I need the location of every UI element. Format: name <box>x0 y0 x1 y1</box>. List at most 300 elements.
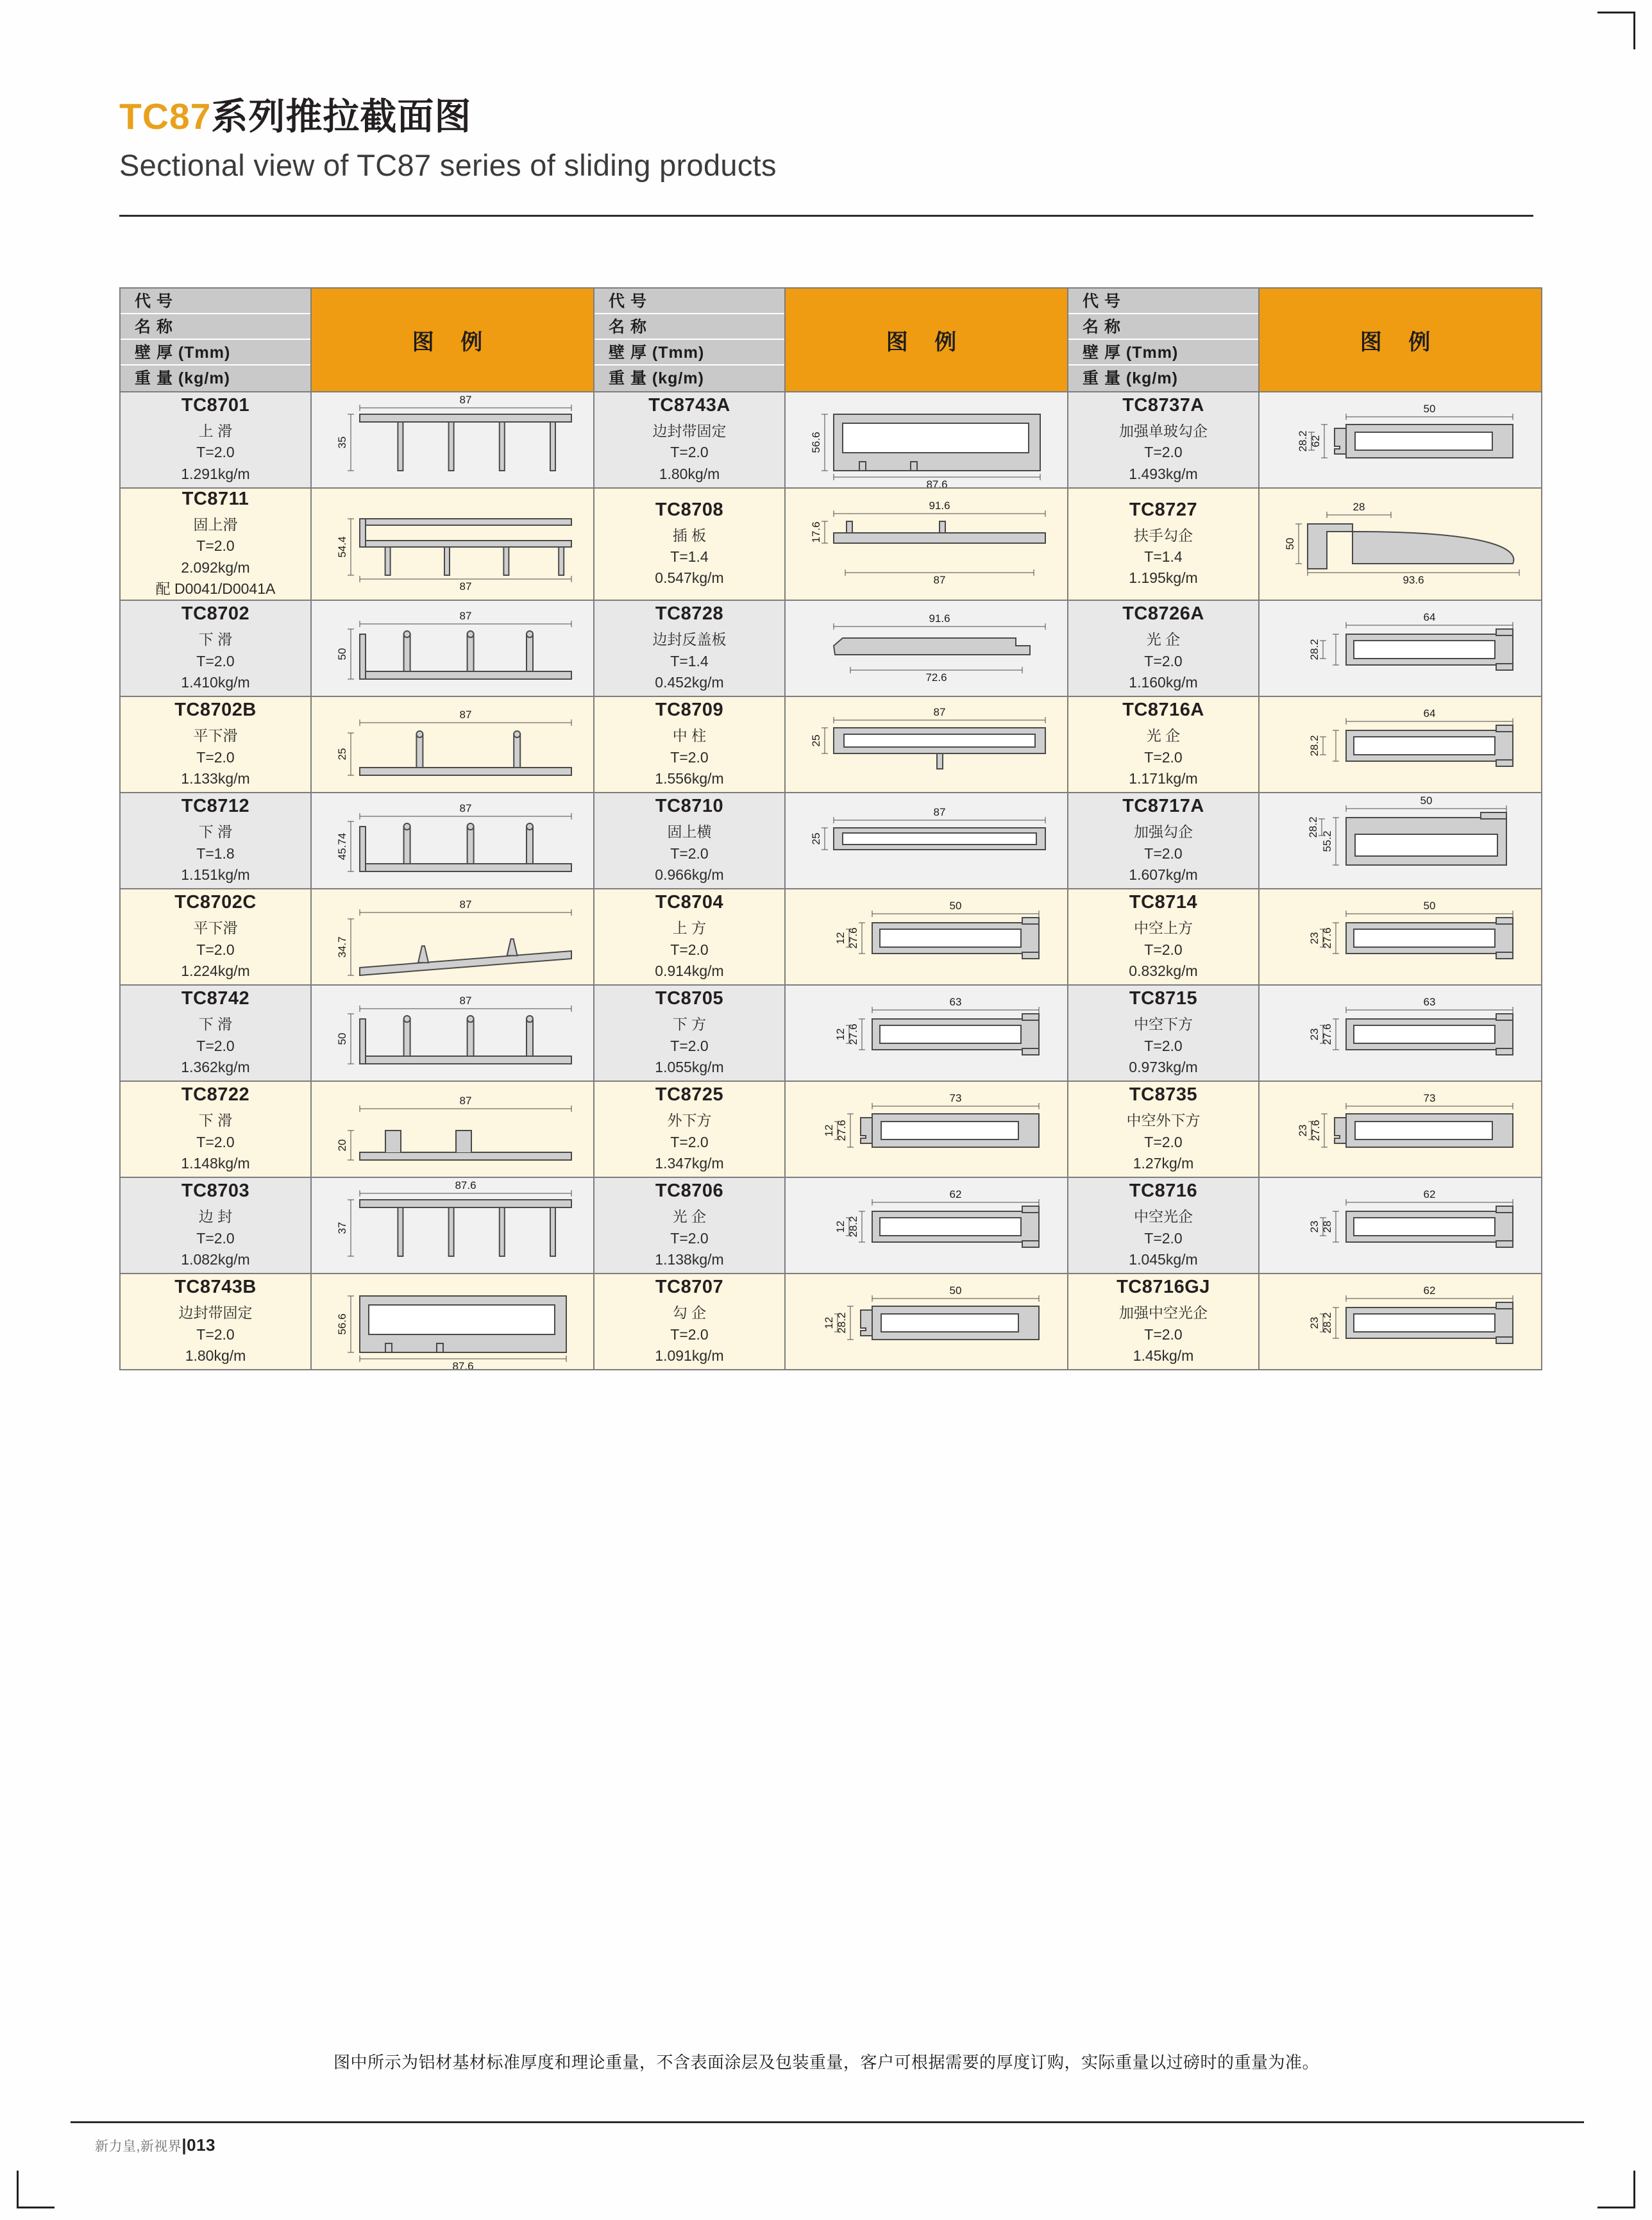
profile-weight: 0.452kg/m <box>655 674 724 691</box>
profile-weight: 0.973kg/m <box>1129 1059 1198 1076</box>
svg-text:91.6: 91.6 <box>928 499 950 512</box>
svg-text:63: 63 <box>949 996 961 1009</box>
profile-weight: 1.607kg/m <box>1129 866 1198 884</box>
table-row <box>120 889 1542 985</box>
profile-info-TC8702B <box>120 696 311 793</box>
svg-text:45.74: 45.74 <box>335 833 348 861</box>
svg-text:62: 62 <box>949 1188 961 1201</box>
profile-weight: 0.966kg/m <box>655 866 724 884</box>
profile-code: TC8728 <box>655 603 724 625</box>
profile-info-TC8706 <box>594 1177 785 1274</box>
profile-code: TC8725 <box>655 1084 724 1106</box>
profile-drawing-TC8711 <box>311 488 594 600</box>
profile-thickness: T=2.0 <box>1144 845 1183 862</box>
profile-weight: 1.410kg/m <box>181 674 250 691</box>
profile-info-TC8701 <box>120 392 311 488</box>
profile-thickness: T=2.0 <box>670 845 709 862</box>
profile-info-TC8728 <box>594 600 785 696</box>
svg-text:91.6: 91.6 <box>928 612 950 625</box>
crop-mark-bottom-left <box>17 2171 55 2208</box>
svg-text:50: 50 <box>949 900 961 912</box>
svg-text:87: 87 <box>459 1095 471 1107</box>
profile-name: 勾 企 <box>672 1304 707 1322</box>
profile-thickness: T=2.0 <box>196 1229 235 1247</box>
header-illustration-1: 图 例 <box>311 288 594 392</box>
table-row <box>120 600 1542 696</box>
profile-name: 下 方 <box>672 1016 707 1033</box>
profile-info-TC8714 <box>1068 889 1259 985</box>
profile-drawing-TC8704 <box>785 889 1068 985</box>
profile-weight: 1.160kg/m <box>1129 674 1198 691</box>
profile-code: TC8722 <box>181 1084 250 1106</box>
svg-text:17.6: 17.6 <box>809 521 822 543</box>
table-row <box>120 793 1542 889</box>
profile-info-TC8735 <box>1068 1081 1259 1177</box>
svg-text:27.6: 27.6 <box>847 927 859 949</box>
footer-divider <box>71 2121 1584 2123</box>
table-body <box>120 392 1542 1370</box>
profile-name: 加强单玻勾企 <box>1119 422 1208 439</box>
profile-drawing-TC8702 <box>311 600 594 696</box>
profile-info-TC8704 <box>594 889 785 985</box>
svg-text:87.6: 87.6 <box>925 478 948 487</box>
profile-code: TC8708 <box>655 499 724 520</box>
svg-text:50: 50 <box>335 1032 348 1045</box>
table-row <box>120 1081 1542 1177</box>
page-header <box>119 96 1530 183</box>
profile-weight: 1.493kg/m <box>1129 465 1198 482</box>
svg-text:27.6: 27.6 <box>1320 927 1333 949</box>
profile-code: TC8703 <box>181 1181 250 1202</box>
svg-text:50: 50 <box>949 1284 961 1297</box>
profile-thickness: T=2.0 <box>196 537 235 555</box>
profile-table <box>119 287 1542 1370</box>
page-title-en: Sectional view of TC87 series of sliding products <box>119 147 777 182</box>
profile-thickness: T=2.0 <box>196 941 235 958</box>
profile-code: TC8742 <box>181 988 250 1009</box>
profile-thickness: T=2.0 <box>670 1037 709 1054</box>
profile-thickness: T=1.4 <box>1144 548 1183 566</box>
profile-drawing-TC8706 <box>785 1177 1068 1274</box>
svg-text:93.6: 93.6 <box>1402 573 1424 586</box>
svg-text:72.6: 72.6 <box>925 671 947 684</box>
profile-code: TC8727 <box>1129 499 1198 520</box>
svg-text:28.2: 28.2 <box>1308 639 1320 660</box>
svg-text:23: 23 <box>1308 932 1320 945</box>
profile-code: TC8702B <box>174 700 257 721</box>
profile-code: TC8716 <box>1129 1181 1198 1202</box>
svg-text:50: 50 <box>1283 537 1296 550</box>
header-weight-3: 重 量 (kg/m) <box>1083 369 1178 387</box>
header-name-2: 名 称 <box>594 314 784 340</box>
svg-text:23: 23 <box>1308 1220 1320 1233</box>
profile-code: TC8705 <box>655 988 724 1009</box>
profile-drawing-TC8702C <box>311 889 594 985</box>
profile-drawing-TC8707 <box>785 1274 1068 1370</box>
profile-name: 扶手勾企 <box>1134 526 1193 544</box>
profile-thickness: T=2.0 <box>670 748 709 766</box>
svg-text:27.6: 27.6 <box>1320 1023 1333 1045</box>
svg-text:28.2: 28.2 <box>1308 735 1320 757</box>
svg-text:37: 37 <box>335 1222 348 1234</box>
profile-info-TC8708 <box>594 488 785 600</box>
profile-name: 光 企 <box>672 1208 707 1225</box>
profile-drawing-TC8727 <box>1259 488 1542 600</box>
profile-name: 平下滑 <box>193 920 238 937</box>
profile-name: 边 封 <box>198 1208 233 1225</box>
svg-text:35: 35 <box>335 436 348 449</box>
folio-text: 新力皇,新视界 <box>95 2139 182 2154</box>
profile-name: 边封反盖板 <box>652 631 727 648</box>
profile-thickness: T=1.8 <box>196 845 235 862</box>
profile-info-TC8716 <box>1068 1177 1259 1274</box>
header-code-2: 代 号 <box>594 289 784 314</box>
profile-weight: 1.362kg/m <box>181 1059 250 1076</box>
svg-text:25: 25 <box>335 748 348 761</box>
svg-text:12: 12 <box>822 1316 835 1329</box>
svg-text:50: 50 <box>1423 403 1435 415</box>
profile-thickness: T=2.0 <box>670 1133 709 1150</box>
profile-info-TC8702C <box>120 889 311 985</box>
svg-text:64: 64 <box>1423 611 1435 624</box>
profile-code: TC8704 <box>655 892 724 913</box>
profile-weight: 0.914kg/m <box>655 963 724 980</box>
header-divider <box>119 215 1533 217</box>
svg-text:25: 25 <box>809 832 822 845</box>
profile-weight: 1.291kg/m <box>181 465 250 482</box>
header-name-1: 名 称 <box>121 314 310 340</box>
profile-drawing-TC8716A <box>1259 696 1542 793</box>
svg-text:50: 50 <box>1423 900 1435 912</box>
header-weight-2: 重 量 (kg/m) <box>609 369 704 387</box>
svg-text:23: 23 <box>1296 1124 1309 1137</box>
profile-name: 中 柱 <box>672 727 707 744</box>
header-code-3: 代 号 <box>1068 289 1258 314</box>
svg-text:62: 62 <box>1423 1284 1435 1297</box>
profile-drawing-TC8714 <box>1259 889 1542 985</box>
svg-text:25: 25 <box>809 734 822 747</box>
profile-code: TC8716A <box>1122 700 1204 721</box>
profile-name: 光 企 <box>1146 727 1181 744</box>
profile-thickness: T=1.4 <box>670 652 709 669</box>
profile-weight: 2.092kg/m <box>181 559 250 576</box>
svg-text:23: 23 <box>1308 1316 1320 1329</box>
profile-name: 光 企 <box>1146 631 1181 648</box>
profile-thickness: T=2.0 <box>1144 748 1183 766</box>
svg-text:87.6: 87.6 <box>451 1360 474 1370</box>
profile-drawing-TC8722 <box>311 1081 594 1177</box>
svg-text:12: 12 <box>822 1124 835 1137</box>
profile-drawing-TC8715 <box>1259 985 1542 1081</box>
profile-info-TC8737A <box>1068 392 1259 488</box>
table-row <box>120 392 1542 488</box>
profile-thickness: T=2.0 <box>196 1325 235 1343</box>
svg-text:73: 73 <box>949 1092 961 1105</box>
svg-text:12: 12 <box>834 932 847 945</box>
profile-drawing-TC8737A <box>1259 392 1542 488</box>
profile-code: TC8709 <box>655 700 724 721</box>
table-row <box>120 1177 1542 1274</box>
profile-weight: 1.80kg/m <box>659 465 720 482</box>
profile-drawing-TC8702B <box>311 696 594 793</box>
table-row <box>120 985 1542 1081</box>
profile-name: 下 滑 <box>198 631 233 648</box>
profile-name: 中空上方 <box>1134 920 1193 937</box>
profile-drawing-TC8743A <box>785 392 1068 488</box>
profile-drawing-TC8701 <box>311 392 594 488</box>
footnote: 图中所示为铝材基材标准厚度和理论重量，不含表面涂层及包装重量，客户可根据需要的厚度订购，实际重量以过磅时的重量为准。 <box>333 2053 1319 2072</box>
profile-thickness: T=2.0 <box>196 1133 235 1150</box>
profile-info-TC8709 <box>594 696 785 793</box>
profile-name: 下 滑 <box>198 1016 233 1033</box>
svg-text:56.6: 56.6 <box>335 1313 348 1335</box>
svg-text:55.2: 55.2 <box>1320 830 1333 852</box>
profile-name: 插 板 <box>672 526 707 544</box>
profile-code: TC8717A <box>1122 796 1204 817</box>
title-accent: TC87 <box>119 96 212 137</box>
folio <box>95 2135 215 2155</box>
crop-mark-bottom-right <box>1597 2171 1635 2208</box>
profile-info-TC8702 <box>120 600 311 696</box>
profile-thickness: T=2.0 <box>196 652 235 669</box>
profile-name: 加强勾企 <box>1134 823 1193 841</box>
profile-config: 配 D0041/D0041A <box>155 580 276 598</box>
profile-info-TC8716A <box>1068 696 1259 793</box>
svg-text:87: 87 <box>459 610 471 623</box>
svg-text:87: 87 <box>459 709 471 721</box>
profile-info-TC8711 <box>120 488 311 600</box>
profile-info-TC8707 <box>594 1274 785 1370</box>
svg-text:23: 23 <box>1308 1028 1320 1041</box>
profile-thickness: T=2.0 <box>670 1325 709 1343</box>
profile-name: 平下滑 <box>193 727 238 744</box>
profile-weight: 1.347kg/m <box>655 1155 724 1172</box>
profile-thickness: T=2.0 <box>1144 1133 1183 1150</box>
profile-info-TC8722 <box>120 1081 311 1177</box>
svg-text:28.2: 28.2 <box>1306 816 1319 838</box>
svg-text:64: 64 <box>1423 707 1435 720</box>
svg-text:28: 28 <box>1320 1220 1333 1233</box>
profile-info-TC8703 <box>120 1177 311 1274</box>
profile-thickness: T=2.0 <box>196 444 235 461</box>
table-header-row <box>120 288 1542 392</box>
profile-info-TC8726A <box>1068 600 1259 696</box>
svg-text:87: 87 <box>933 806 945 819</box>
profile-weight: 1.27kg/m <box>1133 1155 1194 1172</box>
profile-code: TC8743A <box>648 394 730 416</box>
svg-text:87: 87 <box>459 995 471 1007</box>
header-weight-1: 重 量 (kg/m) <box>135 369 230 387</box>
profile-name: 边封带固定 <box>178 1304 253 1322</box>
profile-code: TC8702C <box>174 892 257 913</box>
svg-text:54.4: 54.4 <box>335 536 348 558</box>
profile-drawing-TC8743B <box>311 1274 594 1370</box>
svg-text:87: 87 <box>933 706 945 719</box>
profile-info-TC8705 <box>594 985 785 1081</box>
table-row <box>120 1274 1542 1370</box>
profile-code: TC8701 <box>181 394 250 416</box>
svg-text:27.6: 27.6 <box>835 1120 848 1141</box>
header-labels-col1 <box>120 288 311 392</box>
profile-thickness: T=2.0 <box>1144 444 1183 461</box>
profile-thickness: T=2.0 <box>1144 941 1183 958</box>
header-illustration-2: 图 例 <box>785 288 1068 392</box>
profile-thickness: T=2.0 <box>1144 652 1183 669</box>
profile-name: 中空光企 <box>1134 1208 1193 1225</box>
profile-name: 外下方 <box>667 1112 712 1129</box>
svg-text:87: 87 <box>459 898 471 911</box>
profile-weight: 1.80kg/m <box>185 1347 246 1365</box>
svg-text:50: 50 <box>335 648 348 660</box>
header-thickness-2: 壁 厚 (Tmm) <box>594 340 784 366</box>
profile-weight: 1.133kg/m <box>181 770 250 787</box>
profile-info-TC8743A <box>594 392 785 488</box>
profile-code: TC8711 <box>181 489 249 509</box>
profile-weight: 1.151kg/m <box>181 866 250 884</box>
profile-name: 上 滑 <box>198 422 233 439</box>
profile-thickness: T=2.0 <box>1144 1229 1183 1247</box>
profile-thickness: T=2.0 <box>670 444 709 461</box>
svg-text:62: 62 <box>1423 1188 1435 1201</box>
profile-drawing-TC8712 <box>311 793 594 889</box>
crop-mark-top-right <box>1597 12 1635 49</box>
profile-info-TC8725 <box>594 1081 785 1177</box>
svg-text:28.2: 28.2 <box>835 1312 848 1334</box>
profile-drawing-TC8708 <box>785 488 1068 600</box>
profile-drawing-TC8717A <box>1259 793 1542 889</box>
svg-text:34.7: 34.7 <box>335 936 348 958</box>
svg-text:73: 73 <box>1423 1092 1435 1105</box>
profile-code: TC8737A <box>1122 394 1204 416</box>
svg-text:28: 28 <box>1353 500 1365 513</box>
profile-info-TC8715 <box>1068 985 1259 1081</box>
table-row <box>120 488 1542 600</box>
profile-thickness: T=2.0 <box>670 941 709 958</box>
profile-weight: 1.091kg/m <box>655 1347 724 1365</box>
profile-name: 下 滑 <box>198 823 233 841</box>
profile-name: 下 滑 <box>198 1112 233 1129</box>
svg-text:87: 87 <box>459 580 471 592</box>
svg-text:28.2: 28.2 <box>847 1216 859 1238</box>
profile-weight: 1.195kg/m <box>1129 569 1198 587</box>
profile-info-TC8742 <box>120 985 311 1081</box>
profile-name: 边封带固定 <box>652 422 727 439</box>
profile-weight: 1.45kg/m <box>1133 1347 1194 1365</box>
profile-weight: 1.556kg/m <box>655 770 724 787</box>
profile-drawing-TC8716 <box>1259 1177 1542 1274</box>
profile-thickness: T=2.0 <box>1144 1325 1183 1343</box>
profile-thickness: T=2.0 <box>1144 1037 1183 1054</box>
svg-text:20: 20 <box>335 1139 348 1152</box>
profile-thickness: T=2.0 <box>670 1229 709 1247</box>
profile-drawing-TC8703 <box>311 1177 594 1274</box>
table-row <box>120 696 1542 793</box>
svg-text:87: 87 <box>459 802 471 815</box>
profile-info-TC8743B <box>120 1274 311 1370</box>
profile-weight: 1.138kg/m <box>655 1251 724 1268</box>
header-thickness-3: 壁 厚 (Tmm) <box>1068 340 1258 366</box>
header-illustration-3: 图 例 <box>1259 288 1542 392</box>
page-title-cn <box>119 96 1530 139</box>
svg-text:62: 62 <box>1309 435 1322 448</box>
profile-thickness: T=2.0 <box>196 748 235 766</box>
profile-info-TC8710 <box>594 793 785 889</box>
profile-info-TC8716GJ <box>1068 1274 1259 1370</box>
title-rest: 系列推拉截面图 <box>211 96 472 137</box>
svg-text:87.6: 87.6 <box>454 1179 476 1192</box>
profile-weight: 1.224kg/m <box>181 963 250 980</box>
profile-drawing-TC8710 <box>785 793 1068 889</box>
profile-code: TC8726A <box>1122 603 1204 625</box>
profile-name: 上 方 <box>672 920 707 937</box>
svg-text:87: 87 <box>933 573 945 586</box>
header-labels-col2 <box>594 288 785 392</box>
svg-text:28.2: 28.2 <box>1296 430 1309 452</box>
profile-drawing-TC8716GJ <box>1259 1274 1542 1370</box>
svg-text:56.6: 56.6 <box>809 432 822 453</box>
profile-thickness: T=1.4 <box>670 548 709 566</box>
profile-code: TC8712 <box>181 796 250 817</box>
profile-code: TC8743B <box>174 1277 257 1298</box>
profile-code: TC8735 <box>1129 1084 1198 1106</box>
profile-drawing-TC8726A <box>1259 600 1542 696</box>
svg-text:12: 12 <box>834 1028 847 1041</box>
profile-code: TC8706 <box>655 1181 724 1202</box>
profile-code: TC8714 <box>1129 892 1198 913</box>
profile-name: 固上横 <box>667 823 712 841</box>
profile-info-TC8712 <box>120 793 311 889</box>
profile-weight: 0.832kg/m <box>1129 963 1198 980</box>
header-labels-col3 <box>1068 288 1259 392</box>
profile-name: 中空外下方 <box>1126 1112 1201 1129</box>
header-code-1: 代 号 <box>121 289 310 314</box>
svg-text:63: 63 <box>1423 996 1435 1009</box>
profile-drawing-TC8735 <box>1259 1081 1542 1177</box>
header-name-3: 名 称 <box>1068 314 1258 340</box>
profile-table-wrap <box>119 287 1533 1370</box>
profile-drawing-TC8725 <box>785 1081 1068 1177</box>
folio-page: |013 <box>181 2135 215 2155</box>
profile-name: 中空下方 <box>1134 1016 1193 1033</box>
svg-text:27.6: 27.6 <box>847 1023 859 1045</box>
profile-info-TC8727 <box>1068 488 1259 600</box>
profile-name: 加强中空光企 <box>1119 1304 1208 1322</box>
profile-weight: 1.171kg/m <box>1129 770 1198 787</box>
svg-text:28.2: 28.2 <box>1320 1312 1333 1334</box>
svg-text:87: 87 <box>459 394 471 406</box>
svg-text:50: 50 <box>1420 795 1432 807</box>
profile-thickness: T=2.0 <box>196 1037 235 1054</box>
profile-code: TC8715 <box>1129 988 1198 1009</box>
profile-code: TC8716GJ <box>1117 1277 1210 1298</box>
profile-code: TC8707 <box>655 1277 724 1298</box>
profile-drawing-TC8705 <box>785 985 1068 1081</box>
header-thickness-1: 壁 厚 (Tmm) <box>121 340 310 366</box>
profile-weight: 1.148kg/m <box>181 1155 250 1172</box>
profile-weight: 1.055kg/m <box>655 1059 724 1076</box>
profile-weight: 0.547kg/m <box>655 569 724 587</box>
profile-weight: 1.082kg/m <box>181 1251 250 1268</box>
profile-drawing-TC8742 <box>311 985 594 1081</box>
profile-code: TC8710 <box>655 796 724 817</box>
profile-name: 固上滑 <box>193 516 238 533</box>
profile-code: TC8702 <box>181 603 250 625</box>
profile-weight: 1.045kg/m <box>1129 1251 1198 1268</box>
svg-text:27.6: 27.6 <box>1309 1120 1322 1141</box>
profile-info-TC8717A <box>1068 793 1259 889</box>
profile-drawing-TC8709 <box>785 696 1068 793</box>
svg-text:12: 12 <box>834 1220 847 1233</box>
